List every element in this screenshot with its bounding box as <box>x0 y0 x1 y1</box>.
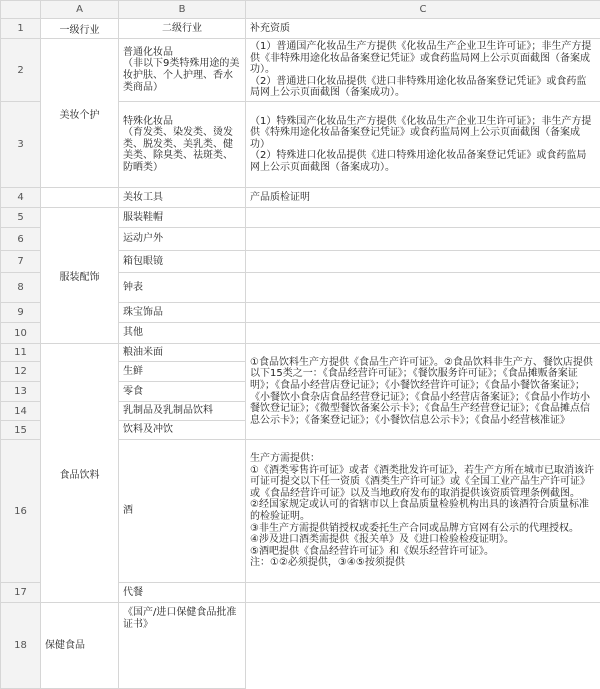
row-number[interactable]: 9 <box>1 303 41 323</box>
cell-b7[interactable] <box>119 251 246 273</box>
cell-b9[interactable] <box>119 303 246 323</box>
cell-a2-merged[interactable]: 美妆个护 <box>41 39 119 188</box>
column-header-a[interactable]: A <box>41 1 119 19</box>
cell-b4[interactable] <box>119 188 246 208</box>
cell-b11-text: 粮油米面 <box>119 346 245 360</box>
row-number[interactable]: 16 <box>1 440 41 583</box>
cell-b2-text: 普通化妆品 （非以下9类特殊用途的美妆护肤、个人护理、香水类商品） <box>119 46 245 94</box>
cell-b4-text: 美妆工具 <box>119 191 245 205</box>
cell-b3-text: 特殊化妆品 （育发类、染发类、烫发类、脱发类、美乳类、健美类、除臭类、祛斑类、防晒类） <box>119 115 245 175</box>
row-number[interactable]: 12 <box>1 362 41 382</box>
cell-c1-text: 补充资质 <box>246 22 600 36</box>
row-number[interactable]: 10 <box>1 323 41 344</box>
row-number[interactable]: 2 <box>1 39 41 102</box>
column-header-c[interactable]: C <box>246 1 600 19</box>
cell-b9-text: 珠宝饰品 <box>119 306 245 320</box>
cell-b7-text: 箱包眼镜 <box>119 255 245 269</box>
table-row <box>1 208 600 228</box>
row-number[interactable]: 15 <box>1 421 41 440</box>
cell-a5-merged[interactable]: 服装配饰 <box>41 208 119 344</box>
cell-b15[interactable] <box>119 421 246 440</box>
cell-b13[interactable] <box>119 382 246 402</box>
cell-c2[interactable] <box>246 39 600 102</box>
table-row <box>1 39 600 102</box>
row-number[interactable]: 7 <box>1 251 41 273</box>
select-all-corner[interactable] <box>1 1 41 19</box>
cell-c4-text: 产品质检证明 <box>246 191 600 205</box>
cell-b14[interactable] <box>119 402 246 421</box>
cell-b10[interactable] <box>119 323 246 344</box>
cell-b13-text: 零食 <box>119 385 245 399</box>
cell-c17[interactable] <box>246 583 600 603</box>
cell-c3[interactable] <box>246 102 600 188</box>
cell-a1[interactable]: 一级行业 <box>41 19 119 39</box>
cell-b12-text: 生鲜 <box>119 365 245 379</box>
row-number[interactable]: 5 <box>1 208 41 228</box>
cell-b12[interactable] <box>119 362 246 382</box>
cell-b10-text: 其他 <box>119 326 245 340</box>
table-row <box>1 603 600 689</box>
row-number[interactable]: 18 <box>1 603 41 689</box>
cell-c2-text: （1）普通国产化妆品生产方提供《化妆品生产企业卫生许可证》；非生产方提供《非特殊用途化妆品备案登记凭证》或食药监局网上公示页面截图（备案成功）。 （2）普通进口化妆品提供《进口非特殊用途化妆品备案登记凭证》或食药监局网上公示页面截图（备案成功）。 <box>246 40 600 100</box>
cell-c10[interactable] <box>246 323 600 344</box>
cell-b3[interactable] <box>119 102 246 188</box>
cell-b6-text: 运动户外 <box>119 232 245 246</box>
cell-b1-text: 二级行业 <box>119 22 245 36</box>
cell-b11[interactable] <box>119 344 246 362</box>
cell-b8-text: 钟表 <box>119 281 245 295</box>
cell-b16-text: 酒 <box>119 504 245 518</box>
cell-c5[interactable] <box>246 208 600 228</box>
column-header-b[interactable]: B <box>119 1 246 19</box>
row-number[interactable]: 4 <box>1 188 41 208</box>
table-row <box>1 19 600 39</box>
cell-b17[interactable] <box>119 583 246 603</box>
row-number[interactable]: 1 <box>1 19 41 39</box>
cell-c3-text: （1）特殊国产化妆品生产方提供《化妆品生产企业卫生许可证》；非生产方提供《特殊用途化妆品备案登记凭证》或食药监局网上公示页面截图（备案成功） （2）特殊进口化妆品提供《进口特殊用途化妆品备案登记凭证》或食药监局网上公示页面截图（备案成功）。 <box>246 115 600 175</box>
row-number[interactable]: 11 <box>1 344 41 362</box>
row-number[interactable]: 13 <box>1 382 41 402</box>
cell-b6[interactable] <box>119 228 246 251</box>
cell-c16-text: 生产方需提供： ①《酒类零售许可证》或者《酒类批发许可证》，若生产方所在城市已取消该许可证可提交以下任一资质《酒类生产许可证》或《全国工业产品生产许可证》或《食品经营许可证》以及当地政府发布的取消提供该资质管理条例截图。 ②经国家规定或认可的省辖市以上食品质量检验机构出具的该酒符合质量标准的检验证明。 ③非生产方需提供销授权或委托生产合同或品牌方官网有公示的代理授权。 ④涉及进口酒类需提供《报关单》及《进口检验检疫证明》。 ⑤酒吧提供《食品经营许可证》和《娱乐经营许可证》。 注：①②必须提供，③④⑤按须提供 <box>246 452 600 570</box>
cell-c16[interactable] <box>246 440 600 583</box>
cell-b17-text: 代餐 <box>119 586 245 600</box>
row-number[interactable]: 3 <box>1 102 41 188</box>
cell-c9[interactable] <box>246 303 600 323</box>
cell-b5-text: 服装鞋帽 <box>119 211 245 225</box>
row-number[interactable]: 17 <box>1 583 41 603</box>
cell-c11-text: ①食品饮料生产方提供《食品生产许可证》。②食品饮料非生产方、餐饮店提供以下15类之一：《食品经营许可证》；《餐饮服务许可证》；《食品摊贩备案证明》；《食品小经营店登记证》；《小餐饮经营许可证》；《食品小餐饮备案证》；《小餐饮小食杂店食品经营登记证》；《食品小经营店备案证》；《食品小作坊小餐饮登记证》；《微型餐饮备案公示卡》；《食品生产经营登记证》；《食品摊点信息公示卡》；《备案登记证》；《小餐饮信息公示卡》；《食品小经营核准证》 <box>246 356 600 428</box>
cell-c4[interactable] <box>246 188 600 208</box>
cell-a11-merged[interactable]: 食品饮料 <box>41 344 119 603</box>
table-row <box>1 188 600 208</box>
cell-c18-text: 《国产/进口保健食品批准证书》 <box>119 603 245 631</box>
cell-b15-text: 饮料及冲饮 <box>119 423 245 437</box>
cell-b5[interactable] <box>119 208 246 228</box>
row-number[interactable]: 8 <box>1 273 41 303</box>
cell-b14-text: 乳制品及乳制品饮料 <box>119 404 245 418</box>
row-number[interactable]: 6 <box>1 228 41 251</box>
cell-b16[interactable] <box>119 440 246 583</box>
cell-b1[interactable] <box>119 19 246 39</box>
cell-b18-text: 保健食品 <box>41 639 118 653</box>
cell-b18[interactable] <box>41 603 119 689</box>
cell-a4[interactable] <box>41 188 119 208</box>
row-number[interactable]: 14 <box>1 402 41 421</box>
cell-c7[interactable] <box>246 251 600 273</box>
cell-b2[interactable] <box>119 39 246 102</box>
cell-b8[interactable] <box>119 273 246 303</box>
cell-c6[interactable] <box>246 228 600 251</box>
column-header-row <box>1 1 600 19</box>
cell-c11-merged[interactable] <box>246 344 600 440</box>
table-row <box>1 344 600 362</box>
cell-c8[interactable] <box>246 273 600 303</box>
cell-c18[interactable] <box>119 603 246 689</box>
cell-c1[interactable] <box>246 19 600 39</box>
